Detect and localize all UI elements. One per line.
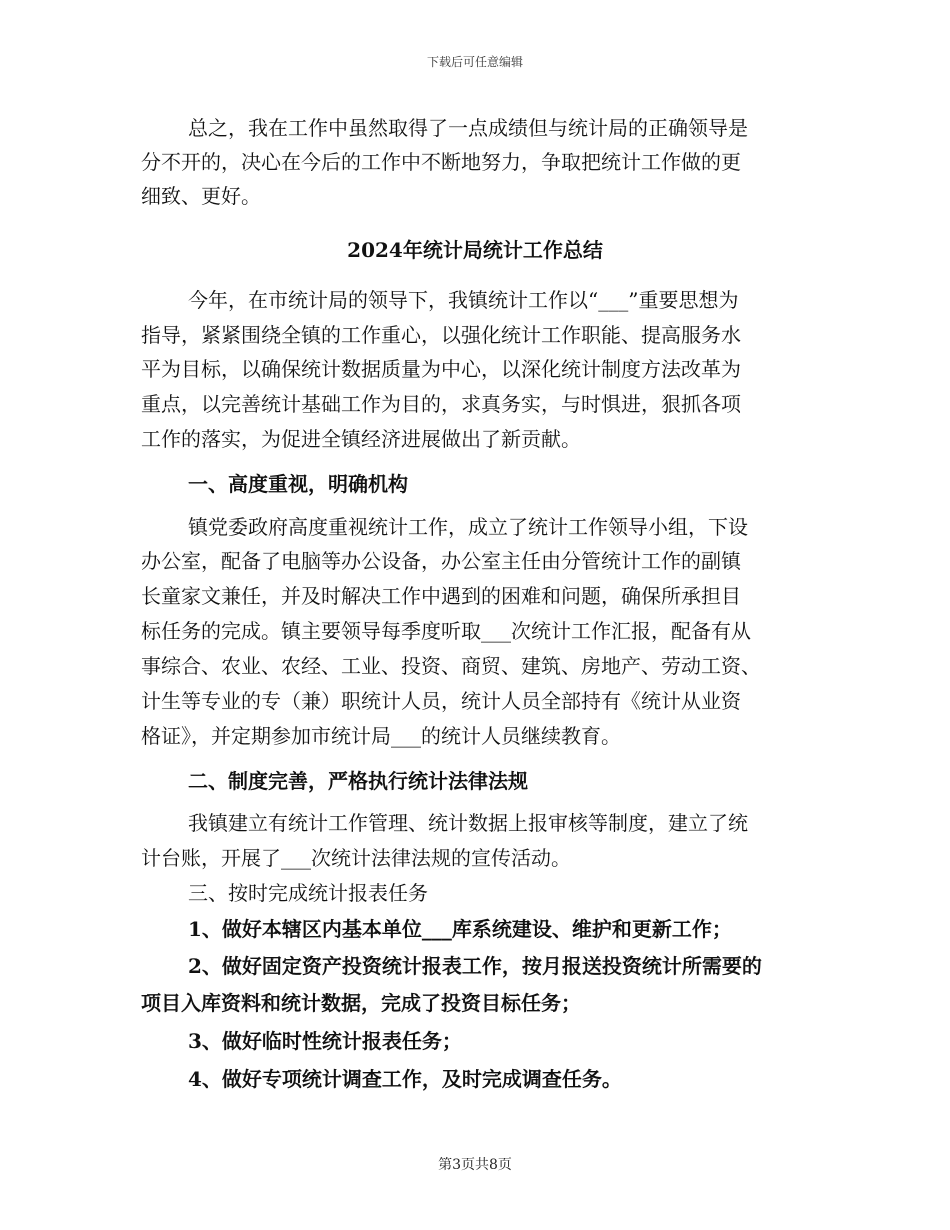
paragraph-line: 今年，在市统计局的领导下，我镇统计工作以“___”重要思想为 — [188, 288, 739, 312]
paragraph-line: 镇党委政府高度重视统计工作，成立了统计工作领导小组，下设 — [188, 515, 748, 539]
paragraph-line: 格证》，并定期参加市统计局___的统计人员继续教育。 — [141, 724, 621, 748]
paragraph-line: 工作的落实，为促进全镇经济进展做出了新贡献。 — [141, 427, 581, 451]
page-header-note: 下载后可任意编辑 — [426, 55, 523, 69]
document-title: 2024年统计局统计工作总结 — [347, 238, 603, 262]
paragraph-line: 细致、更好。 — [141, 184, 261, 208]
paragraph-line: 总之，我在工作中虽然取得了一点成绩但与统计局的正确领导是 — [188, 116, 748, 140]
section-heading: 二、制度完善，严格执行统计法律法规 — [188, 769, 528, 793]
list-item: 1、做好本辖区内基本单位___库系统建设、维护和更新工作； — [188, 917, 732, 941]
list-item: 4、做好专项统计调查工作，及时完成调查任务。 — [188, 1067, 622, 1091]
page-number: 第3页共8页 — [438, 1157, 512, 1173]
paragraph-line: 办公室，配备了电脑等办公设备，办公室主任由分管统计工作的副镇 — [141, 549, 741, 573]
paragraph-line: 计台账，开展了___次统计法律法规的宣传活动。 — [141, 846, 571, 870]
paragraph-line: 标任务的完成。镇主要领导每季度听取___次统计工作汇报，配备有从 — [141, 619, 751, 643]
paragraph-line: 重点，以完善统计基础工作为目的，求真务实，与时惧进，狠抓各项 — [141, 392, 741, 416]
list-item: 2、做好固定资产投资统计报表工作，按月报送投资统计所需要的 — [188, 954, 762, 978]
paragraph-line: 平为目标，以确保统计数据质量为中心，以深化统计制度方法改革为 — [141, 357, 741, 381]
paragraph-line: 指导，紧紧围绕全镇的工作重心，以强化统计工作职能、提高服务水 — [141, 323, 741, 347]
paragraph-line: 计生等专业的专（兼）职统计人员，统计人员全部持有《统计从业资 — [141, 689, 741, 713]
list-item: 3、做好临时性统计报表任务； — [188, 1029, 462, 1053]
paragraph-line: 分不开的，决心在今后的工作中不断地努力，争取把统计工作做的更 — [141, 150, 741, 174]
list-item-continuation: 项目入库资料和统计数据，完成了投资目标任务； — [141, 991, 581, 1015]
section-heading: 一、高度重视，明确机构 — [188, 472, 408, 496]
paragraph-line: 长童家文兼任，并及时解决工作中遇到的困难和问题，确保所承担目 — [141, 584, 741, 608]
section-heading: 三、按时完成统计报表任务 — [188, 881, 428, 905]
paragraph-line: 我镇建立有统计工作管理、统计数据上报审核等制度，建立了统 — [188, 811, 748, 835]
paragraph-line: 事综合、农业、农经、工业、投资、商贸、建筑、房地产、劳动工资、 — [141, 654, 761, 678]
